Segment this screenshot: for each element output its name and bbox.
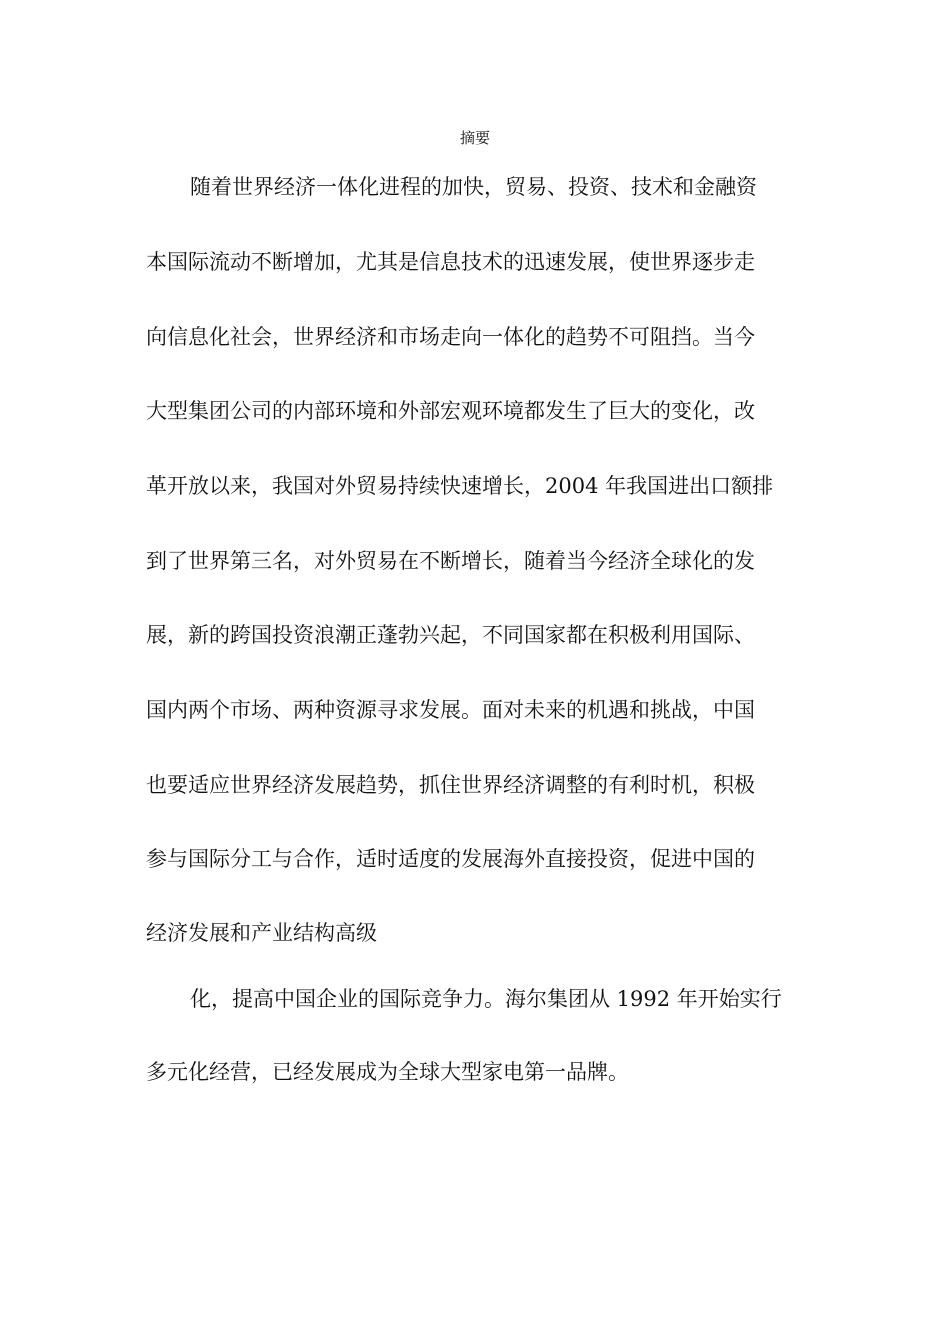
paragraph-1-line-10: 参与国际分工与合作，适时适度的发展海外直接投资，促进中国的 (146, 847, 755, 871)
paragraph-1-line-2: 本国际流动不断增加，尤其是信息技术的迅速发展，使世界逐步走 (146, 250, 755, 274)
paragraph-1-line-1: 随着世界经济一体化进程的加快，贸易、投资、技术和金融资 (190, 175, 757, 199)
paragraph-2-line-2: 多元化经营，已经发展成为全球大型家电第一品牌。 (146, 1060, 629, 1084)
paragraph-1-line-7: 展，新的跨国投资浪潮正蓬勃兴起，不同国家都在积极利用国际、 (146, 623, 755, 647)
paragraph-1-line-8: 国内两个市场、两种资源寻求发展。面对未来的机遇和挑战，中国 (146, 698, 755, 722)
paragraph-1-line-4: 大型集团公司的内部环境和外部宏观环境都发生了巨大的变化，改 (146, 399, 755, 423)
paragraph-1-line-9: 也要适应世界经济发展趋势，抓住世界经济调整的有利时机，积极 (146, 773, 755, 797)
paragraph-1-line-6: 到了世界第三名，对外贸易在不断增长，随着当今经济全球化的发 (146, 549, 755, 573)
paragraph-1-line-11: 经济发展和产业结构高级 (146, 921, 377, 945)
abstract-title: 摘要 (459, 129, 490, 147)
paragraph-1-line-3: 向信息化社会，世界经济和市场走向一体化的趋势不可阻挡。当今 (146, 325, 755, 349)
paragraph-2-line-1: 化，提高中国企业的国际竞争力。海尔集团从 1992 年开始实行 (190, 987, 782, 1011)
paragraph-1-line-5: 革开放以来，我国对外贸易持续快速增长，2004 年我国进出口额排 (146, 474, 774, 498)
